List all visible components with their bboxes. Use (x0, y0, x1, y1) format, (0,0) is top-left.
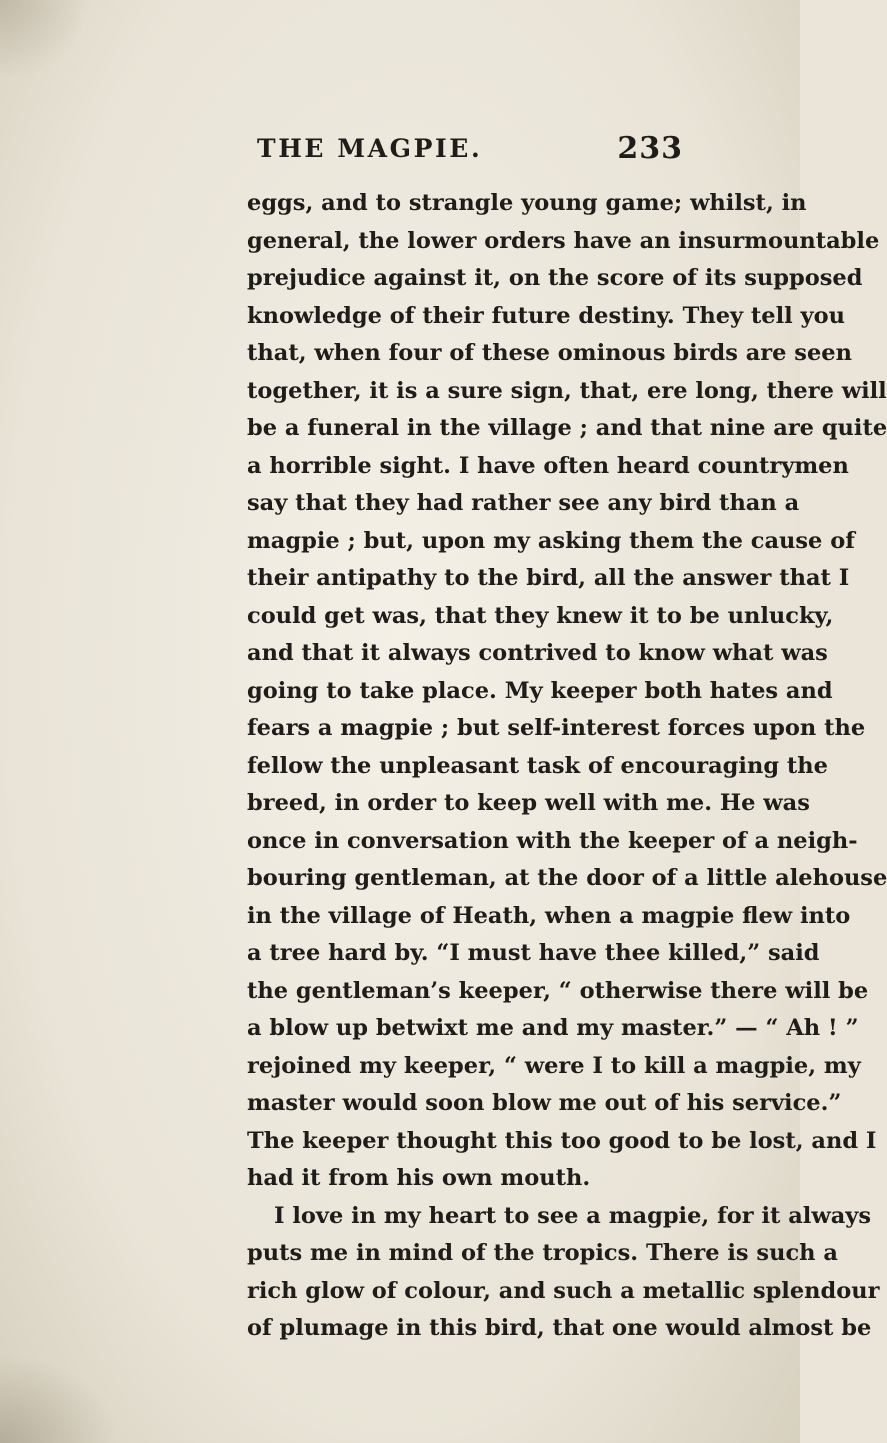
text-line: fears a magpie ; but self-interest forces upon the (247, 715, 866, 741)
text-line: of plumage in this bird, that one would almost be (247, 1315, 872, 1341)
body-text (247, 185, 887, 1348)
text-line: The keeper thought this too good to be lost, and I (247, 1127, 877, 1154)
text-line: master would soon blow me out of his service.” (247, 1090, 842, 1116)
page-shadow-bottom-left (0, 1353, 120, 1443)
text-line: prejudice against it, on the score of its supposed (247, 265, 863, 291)
text-line: that, when four of these ominous birds are seen (247, 340, 852, 366)
paragraph-end-line: had it from his own mouth. (247, 1165, 591, 1191)
text-line: bouring gentleman, at the door of a little alehouse (247, 865, 887, 891)
text-line: could get was, that they knew it to be unlucky, (247, 602, 834, 629)
text-line: fellow the unpleasant task of encouraging the (247, 752, 828, 779)
text-line: rich glow of colour, and such a metallic splendour (247, 1277, 880, 1304)
text-line: once in conversation with the keeper of a neigh- (247, 827, 858, 854)
text-line: and that it always contrived to know what was (247, 640, 828, 666)
text-line: in the village of Heath, when a magpie flew into (247, 902, 851, 929)
text-line: knowledge of their future destiny. They tell you (247, 302, 845, 329)
text-line: say that they had rather see any bird than a (247, 490, 800, 516)
paragraph-start-line: I love in my heart to see a magpie, for it always (274, 1202, 872, 1229)
text-line: their antipathy to the bird, all the answer that I (247, 565, 850, 591)
text-line: going to take place. My keeper both hates and (247, 677, 833, 704)
text-line: puts me in mind of the tropics. There is such a (247, 1240, 838, 1266)
text-line: the gentleman’s keeper, “ otherwise there will be (247, 977, 869, 1004)
running-title: THE MAGPIE. (257, 134, 483, 163)
text-line: general, the lower orders have an insurmountable (247, 227, 880, 254)
running-head (257, 131, 683, 174)
page-number: 233 (617, 131, 683, 166)
text-line: a blow up betwixt me and my master.” — “ Ah ! ” (247, 1015, 859, 1041)
page-shadow-top-left (0, 0, 90, 80)
text-line: together, it is a sure sign, that, ere long, there will (247, 377, 887, 404)
text-line: eggs, and to strangle young game; whilst, in (247, 190, 807, 216)
text-line: magpie ; but, upon my asking them the cause of (247, 527, 855, 554)
text-line: rejoined my keeper, “ were I to kill a magpie, my (247, 1052, 861, 1079)
text-line: a tree hard by. “I must have thee killed,” said (247, 940, 820, 966)
text-line: breed, in order to keep well with me. He was (247, 790, 810, 816)
text-line: be a funeral in the village ; and that nine are quite (247, 415, 887, 441)
text-line: a horrible sight. I have often heard countrymen (247, 452, 849, 479)
